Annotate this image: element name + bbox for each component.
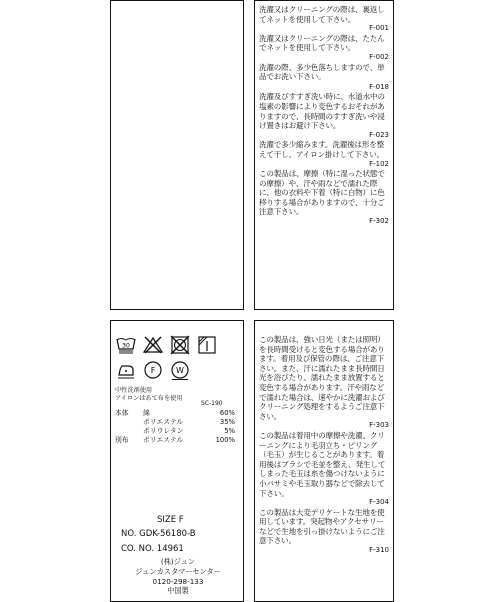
care-note: 洗濯の際、多少色落ちしますので、単品でお洗い下さい。 [259,62,385,82]
care-note: 洗濯で多少縮みます。洗濯後は形を整えて干し、アイロン掛けして下さい。 F-102 [259,140,389,168]
fabric-row: 別布 ポリエステル 100% [115,436,235,444]
product-number: NO. GDK-56180-B [121,529,196,539]
svg-text:30: 30 [122,342,130,350]
care-label-left-bottom [110,320,244,602]
care-notes-top [259,5,389,227]
care-label-right-bottom [254,320,394,602]
svg-text:W: W [176,366,184,375]
fabric-row: 本体 綿 60% [115,409,235,417]
care-note: この製品は、強い日光（または照明）を長時間受けると変色する場合があります。着用及び保管の際は、ご注意下さい。また、汗に濡れたまま長時間日光を浴びたり、濡れたまま放置すると変色する場合があります。汗や雨などで濡れた場合は、速やかに洗濯およびクリーニング処理をするようご注意下さい。 F-303 [259,335,389,430]
wet-clean-w-icon [169,360,191,380]
care-notes-bottom [259,335,389,556]
product-ids [121,527,196,557]
sc-code: SC-190 [201,400,223,407]
care-instructions-text: 中性洗剤使用 アイロンはあて布を使用 [115,387,183,402]
wash-30-gentle-icon [115,335,137,355]
co-number: CO. NO. 14961 [121,544,184,554]
care-label-left-top [110,0,244,310]
care-symbols [115,335,218,385]
dry-clean-f-icon [142,360,164,380]
line-dry-shade-icon [196,335,218,355]
care-note: この製品は大変デリケートな生地を使用しています。突起物やアクセサリーなどで生地を引っ掛けないようにご注意下さい。 F-310 [259,507,389,555]
svg-text:F: F [150,366,156,375]
size-label: SIZE F [157,515,184,525]
fabric-row: ポリウレタン 5% [143,427,235,435]
care-note: この製品は着用中の摩擦や洗濯、クリーニングにより毛羽立ち・ピリング（毛玉）が生じることがあります。着用後はブラシで毛並を整え、発生してしまった毛玉は糸を傷つけないように小バサミや毛玉取り器などで除去して下さい。 F-304 [259,430,389,507]
care-note: F-018 [369,82,389,91]
care-label-right-top [254,0,394,310]
no-bleach-icon [142,335,164,355]
care-note: 洗濯及びすすぎ洗い時に、水道水中の塩素の影響により変色するおそれがありますので、長時間のすすぎ洗いや浸け置きはお避け下さい。 F-023 [259,92,389,139]
fabric-composition [115,409,235,445]
care-note: この製品は、摩擦（特に湿った状態での摩擦）や、汗や雨などで濡れた際に、他の衣料や下着（特に白物）に色移りする場合がありますので、十分ご注意下さい。 F-302 [259,169,389,226]
iron-low-with-cloth-icon [115,360,137,380]
care-note: 洗濯又はクリーニングの際は、裏返してネットを使用して下さい。 F-001 [259,5,389,33]
fabric-row: ポリエステル 35% [143,418,235,426]
company-info: (株)ジュン ジュンカスタマーセンター 0120-298-133 中国製 [135,557,221,596]
care-note: 洗濯又はクリーニングの際は、たたんでネットを使用して下さい。 F-002 [259,33,389,61]
no-tumble-dry-icon [169,335,191,355]
